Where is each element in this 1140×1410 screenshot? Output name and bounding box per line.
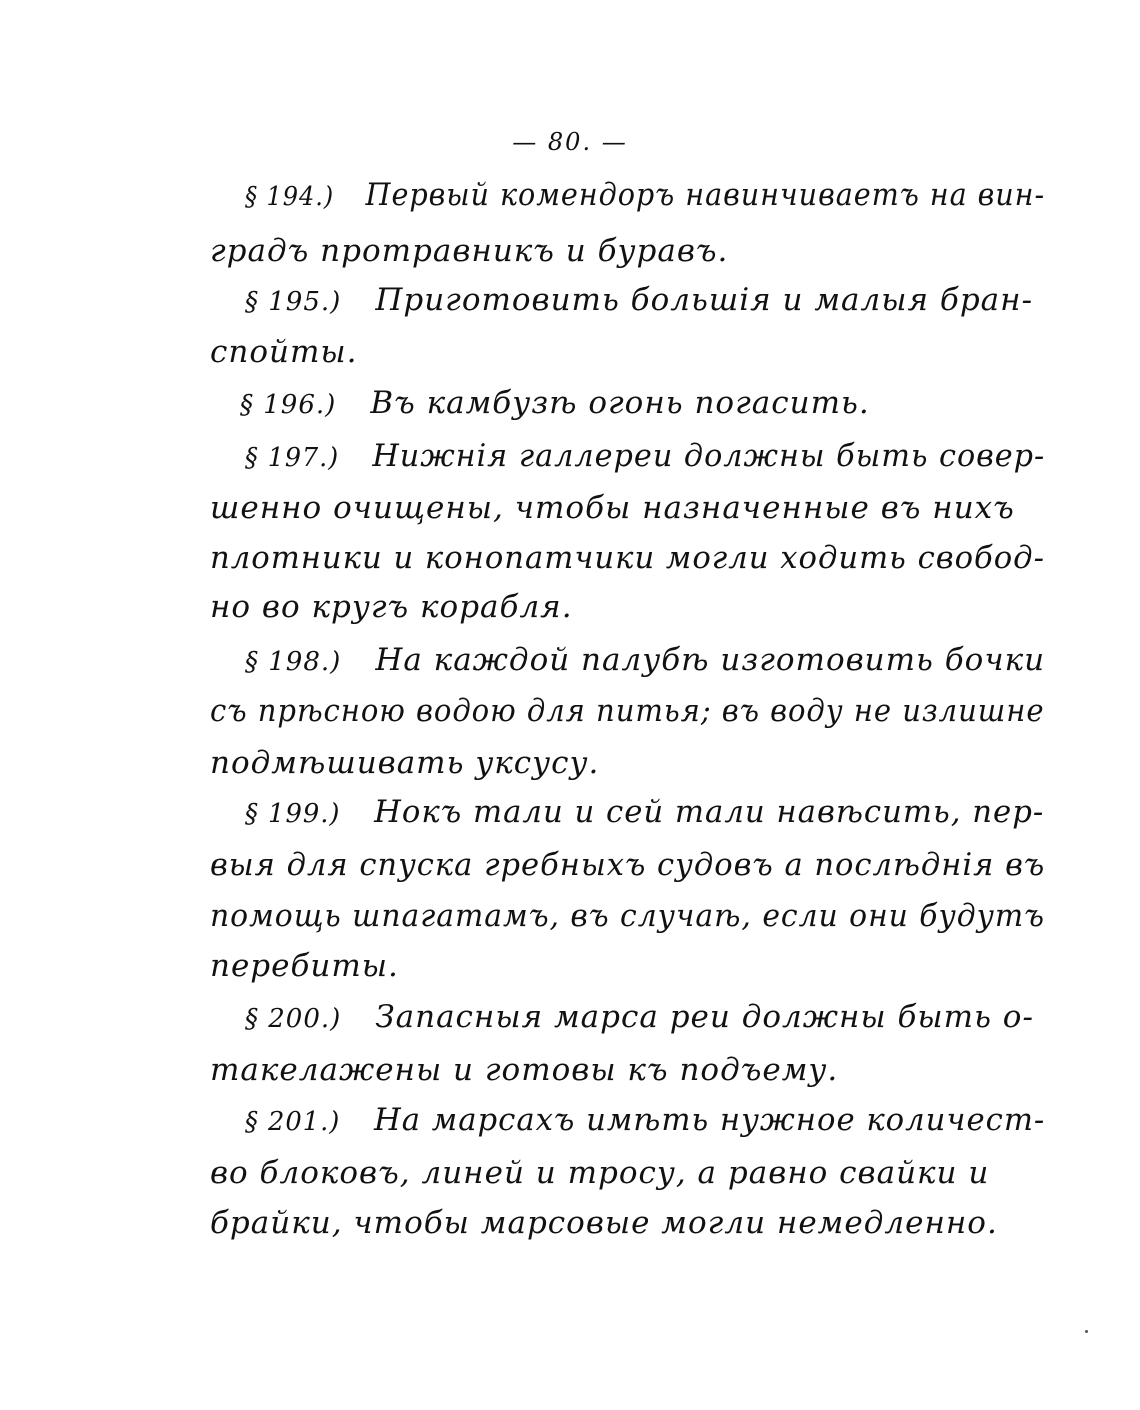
paragraph-195-line-1 [245,282,1034,318]
paragraph-194-line-2: градъ протравникъ и буравъ. [210,233,729,269]
paragraph-text: Запасныя марса реи должны быть о- [375,999,1034,1035]
section-label-198: § 198.) [245,647,342,677]
section-label-196: § 196.) [240,390,337,420]
paragraph-201-line-2: во блоковъ, линей и тросу, а равно свайки и [210,1155,990,1191]
paragraph-197-line-3: плотники и конопатчики могли ходить свобод- [210,540,1045,576]
section-label-194: § 194.) [245,182,335,212]
ink-speck [1085,1330,1088,1333]
paragraph-197-line-1 [245,438,1046,474]
page-number: — 80. — [512,128,628,156]
section-label-195: § 195.) [245,287,342,317]
paragraph-198-line-3: подмѣшивать уксусу. [210,745,600,781]
paragraph-198-line-1 [245,642,1046,678]
paragraph-199-line-1 [245,794,1045,830]
section-label-199: § 199.) [245,799,341,829]
paragraph-200-line-1 [245,999,1034,1035]
paragraph-197-line-2: шенно очищены, чтобы назначенные въ нихъ [210,490,1015,526]
paragraph-text: Нокъ тали и сей тали навѣсить, пер- [374,794,1045,830]
paragraph-199-line-2: выя для спуска гребныхъ судовъ а послѣднія въ [210,847,1046,883]
paragraph-201-line-1 [245,1102,1046,1138]
paragraph-text: Нижнія галлереи должны быть совер- [372,438,1046,474]
section-label-201: § 201.) [245,1107,341,1137]
paragraph-text: На марсахъ имѣть нужное количест- [374,1102,1046,1138]
paragraph-199-line-3: помощь шпагатамъ, въ случаѣ, если они будутъ [210,898,1045,934]
paragraph-194-line-1 [245,177,1046,213]
paragraph-198-line-2: съ прѣсною водою для питья; въ воду не излишне [210,693,1045,729]
section-label-197: § 197.) [245,443,340,473]
paragraph-197-line-4: но во кругъ корабля. [210,589,573,625]
section-label-200: § 200.) [245,1004,342,1034]
paragraph-195-line-2: спойты. [210,334,358,370]
paragraph-200-line-2: такелажены и готовы къ подъему. [210,1052,839,1088]
paragraph-text: На каждой палубѣ изготовить бочки [375,642,1046,678]
paragraph-199-line-4: перебиты. [210,948,399,984]
paragraph-text: Первый комендоръ навинчиваетъ на вин- [365,177,1046,213]
paragraph-201-line-3: брайки, чтобы марсовые могли немедленно. [210,1205,998,1241]
paragraph-text: Приготовить большія и малыя бран- [375,282,1034,318]
paragraph-text: Въ камбузѣ огонь погасить. [370,385,870,421]
paragraph-196-line-1 [240,385,870,421]
